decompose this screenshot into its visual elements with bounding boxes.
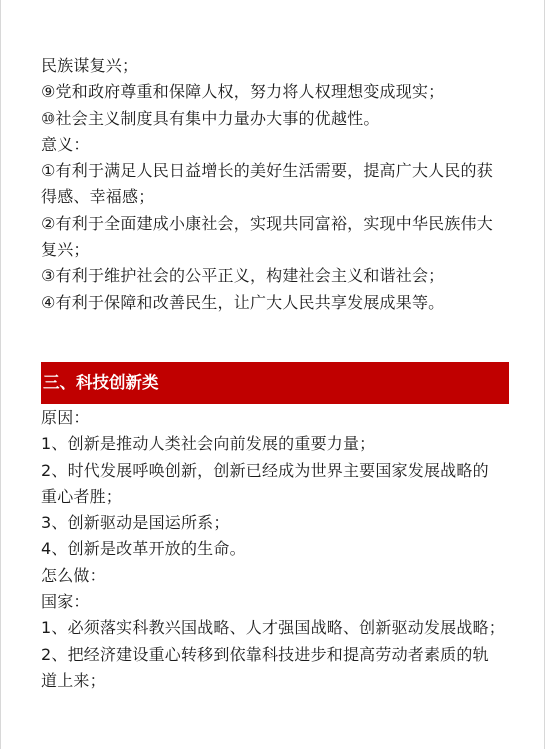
text-line: ⑨党和政府尊重和保障人权，努力将人权理想变成现实； [41, 82, 445, 102]
text-line: 3、创新驱动是国运所系； [41, 513, 230, 533]
text-line: 复兴； [41, 240, 90, 260]
text-line: 重心者胜； [41, 486, 123, 506]
text-line: ⑩社会主义制度具有集中力量办大事的优越性。 [41, 108, 380, 128]
text-line: 民族谋复兴； [41, 56, 139, 75]
text-line: 原因： [41, 408, 90, 427]
text-line: ②有利于全面建成小康社会，实现共同富裕，实现中华民族伟大 [41, 213, 493, 233]
text-line: 2、时代发展呼唤创新，创新已经成为世界主要国家发展战略的 [41, 460, 489, 480]
text-line: 意义： [41, 134, 90, 154]
text-line: ③有利于维护社会的公平正义，构建社会主义和谐社会； [41, 266, 445, 286]
text-line: 2、把经济建设重心转移到依靠科技进步和提高劳动者素质的轨 [41, 644, 489, 664]
text-line: 道上来； [41, 670, 106, 690]
text-line: 怎么做： [41, 565, 106, 585]
text-line: 国家： [41, 592, 90, 612]
text-line: ①有利于满足人民日益增长的美好生活需要，提高广大人民的获 [41, 161, 493, 181]
policy-text-block [41, 53, 511, 316]
text-line: ④有利于保障和改善民生，让广大人民共享发展成果等。 [41, 292, 445, 312]
section-header: 三、科技创新类 [41, 362, 509, 404]
text-line: 得感、幸福感； [41, 187, 155, 207]
text-line: 4、创新是改革开放的生命。 [41, 539, 246, 559]
innovation-text-block [41, 405, 511, 694]
text-line: 1、必须落实科教兴国战略、人才强国战略、创新驱动发展战略； [41, 618, 505, 638]
text-line: 1、创新是推动人类社会向前发展的重要力量； [41, 434, 376, 454]
